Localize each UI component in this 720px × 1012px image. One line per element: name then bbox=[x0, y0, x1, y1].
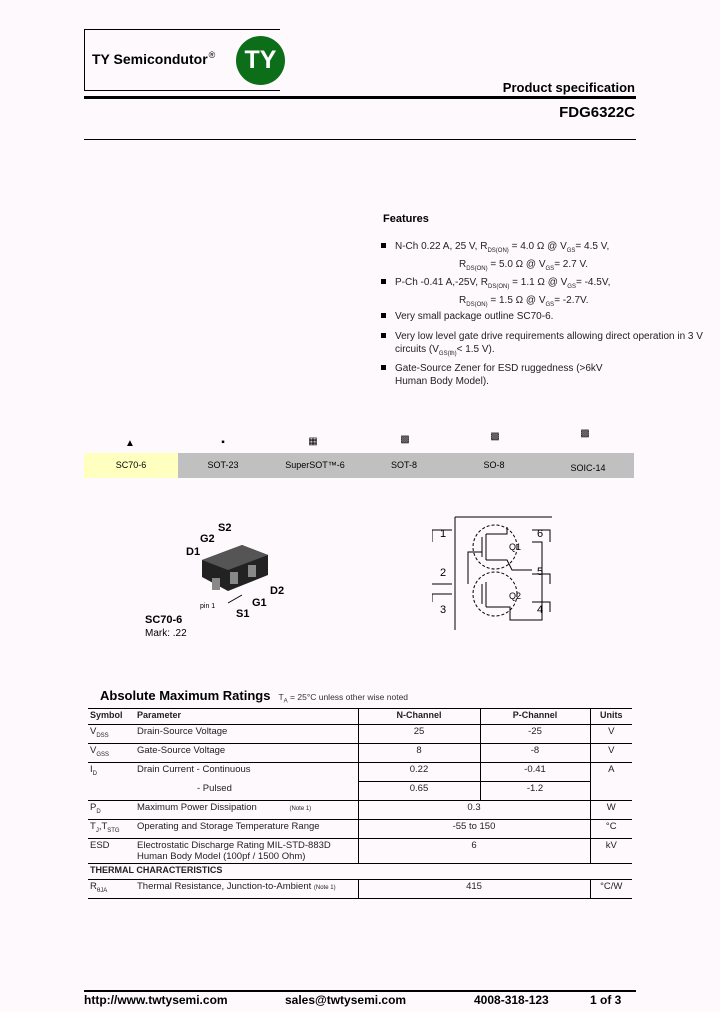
doc-type: Product specification bbox=[502, 80, 635, 95]
ratings-title: Absolute Maximum Ratings bbox=[100, 688, 271, 703]
ratings-heading bbox=[100, 688, 408, 705]
company-logo: TY bbox=[236, 36, 285, 85]
q1-label: Q1 bbox=[509, 542, 522, 552]
table-header: Symbol Parameter N-Channel P-Channel Units bbox=[88, 709, 632, 725]
pin-label: S2 bbox=[218, 522, 232, 534]
schematic-diagram bbox=[432, 512, 552, 630]
features-title: Features bbox=[383, 213, 429, 225]
table-row: $V_{DSS}$ Drain-Source Voltage 25 -25 V bbox=[88, 725, 632, 744]
sot23-package-icon: ▪ bbox=[221, 437, 225, 448]
company-name: TY Semicondutor bbox=[92, 51, 208, 67]
table-row: - Pulsed 0.65 -1.2 bbox=[88, 782, 632, 801]
page-number: 1 of 3 bbox=[590, 993, 622, 1007]
so8-package-icon: ▩ bbox=[490, 431, 500, 442]
schematic-pin: 3 bbox=[440, 604, 447, 616]
package-sot23: SOT-23 bbox=[207, 460, 239, 470]
package-supersot: SuperSOT™-6 bbox=[285, 460, 345, 470]
footer-url[interactable]: http://www.twtysemi.com bbox=[84, 993, 228, 1007]
schematic-pin: 6 bbox=[537, 528, 544, 540]
pin-label: G1 bbox=[252, 597, 267, 609]
soic14-package-icon: ▩ bbox=[580, 428, 590, 439]
footer-email[interactable]: sales@twtysemi.com bbox=[285, 993, 407, 1007]
pin-label: D1 bbox=[186, 546, 201, 558]
feature-item: P-Ch -0.41 A,-25V, $R_{DS(ON)} = 1.1$ Ω @ $V_{GS}= -4.5V$, $R_{DS(ON)} = 1.5$ Ω @ $V_{GS}= -2.7V$. bbox=[383, 276, 703, 312]
table-row: $V_{GSS}$ Gate-Source Voltage 8 -8 V bbox=[88, 744, 632, 763]
package-soic14: SOIC-14 bbox=[570, 463, 606, 473]
schematic-pin: 4 bbox=[537, 604, 544, 616]
divider bbox=[84, 139, 636, 140]
pin1-label: pin 1 bbox=[200, 603, 216, 610]
q2-label: Q2 bbox=[509, 591, 522, 601]
package-mark: Mark: .22 bbox=[145, 628, 187, 639]
pin-label: D2 bbox=[270, 585, 285, 597]
footer-phone: 4008-318-123 bbox=[474, 993, 549, 1007]
schematic-pin: 1 bbox=[440, 528, 447, 540]
table-row: $P_D$ Maximum Power Dissipation (Note 1) 0.3 W bbox=[88, 801, 632, 820]
feature-item: Very low level gate drive requirements allowing direct operation in 3 V circuits ($V_{GS(th)}< 1.5$ V). bbox=[383, 330, 703, 361]
divider bbox=[84, 96, 636, 99]
sc70-package-drawing bbox=[180, 515, 310, 615]
table-row: $I_D$ Drain Current - Continuous 0.22 -0.41 A bbox=[88, 763, 632, 782]
company-name-line bbox=[92, 50, 215, 68]
package-sot8: SOT-8 bbox=[390, 460, 417, 470]
feature-item: Very small package outline SC70-6. bbox=[383, 310, 703, 323]
sot8-package-icon: ▩ bbox=[400, 434, 410, 445]
package-name: SC70-6 bbox=[145, 614, 183, 626]
table-row: $R_{\theta JA}$ Thermal Resistance, Junction-to-Ambient (Note 1) 415 °C/W bbox=[88, 880, 632, 899]
feature-item: Gate-Source Zener for ESD ruggedness (>6kV Human Body Model). bbox=[383, 362, 603, 388]
schematic-pin: 2 bbox=[440, 567, 447, 579]
package-sc70: SC70-6 bbox=[84, 453, 178, 478]
table-row: ESD Electrostatic Discharge Rating MIL-STD-883D Human Body Model (100pf / 1500 Ohm) 6 kV bbox=[88, 839, 632, 864]
ratings-table bbox=[88, 708, 632, 899]
part-number: FDG6322C bbox=[559, 104, 635, 121]
footer-divider bbox=[84, 990, 636, 992]
ratings-condition: $T_A = 25^\circ C$ unless other wise noted bbox=[278, 692, 409, 705]
supersot-package-icon: ▦ bbox=[308, 436, 318, 447]
package-so8: SO-8 bbox=[483, 460, 505, 470]
package-bar bbox=[84, 453, 634, 478]
pin-label: S1 bbox=[236, 608, 250, 620]
thermal-header: THERMAL CHARACTERISTICS bbox=[88, 864, 632, 880]
pin-label: G2 bbox=[200, 533, 215, 545]
feature-item: N-Ch 0.22 A, 25 V, $R_{DS(ON)} = 4.0$ Ω @ $V_{GS}= 4.5$ V, $R_{DS(ON)} = 5.0$ Ω @ $V_{GS}= 2.7$ V. bbox=[383, 240, 703, 276]
sc70-package-icon: ▲ bbox=[125, 438, 135, 449]
schematic-pin: 5 bbox=[537, 566, 544, 578]
registered-mark: ® bbox=[208, 50, 216, 60]
table-row: $T_J,T_{STG}$ Operating and Storage Temperature Range -55 to 150 °C bbox=[88, 820, 632, 839]
